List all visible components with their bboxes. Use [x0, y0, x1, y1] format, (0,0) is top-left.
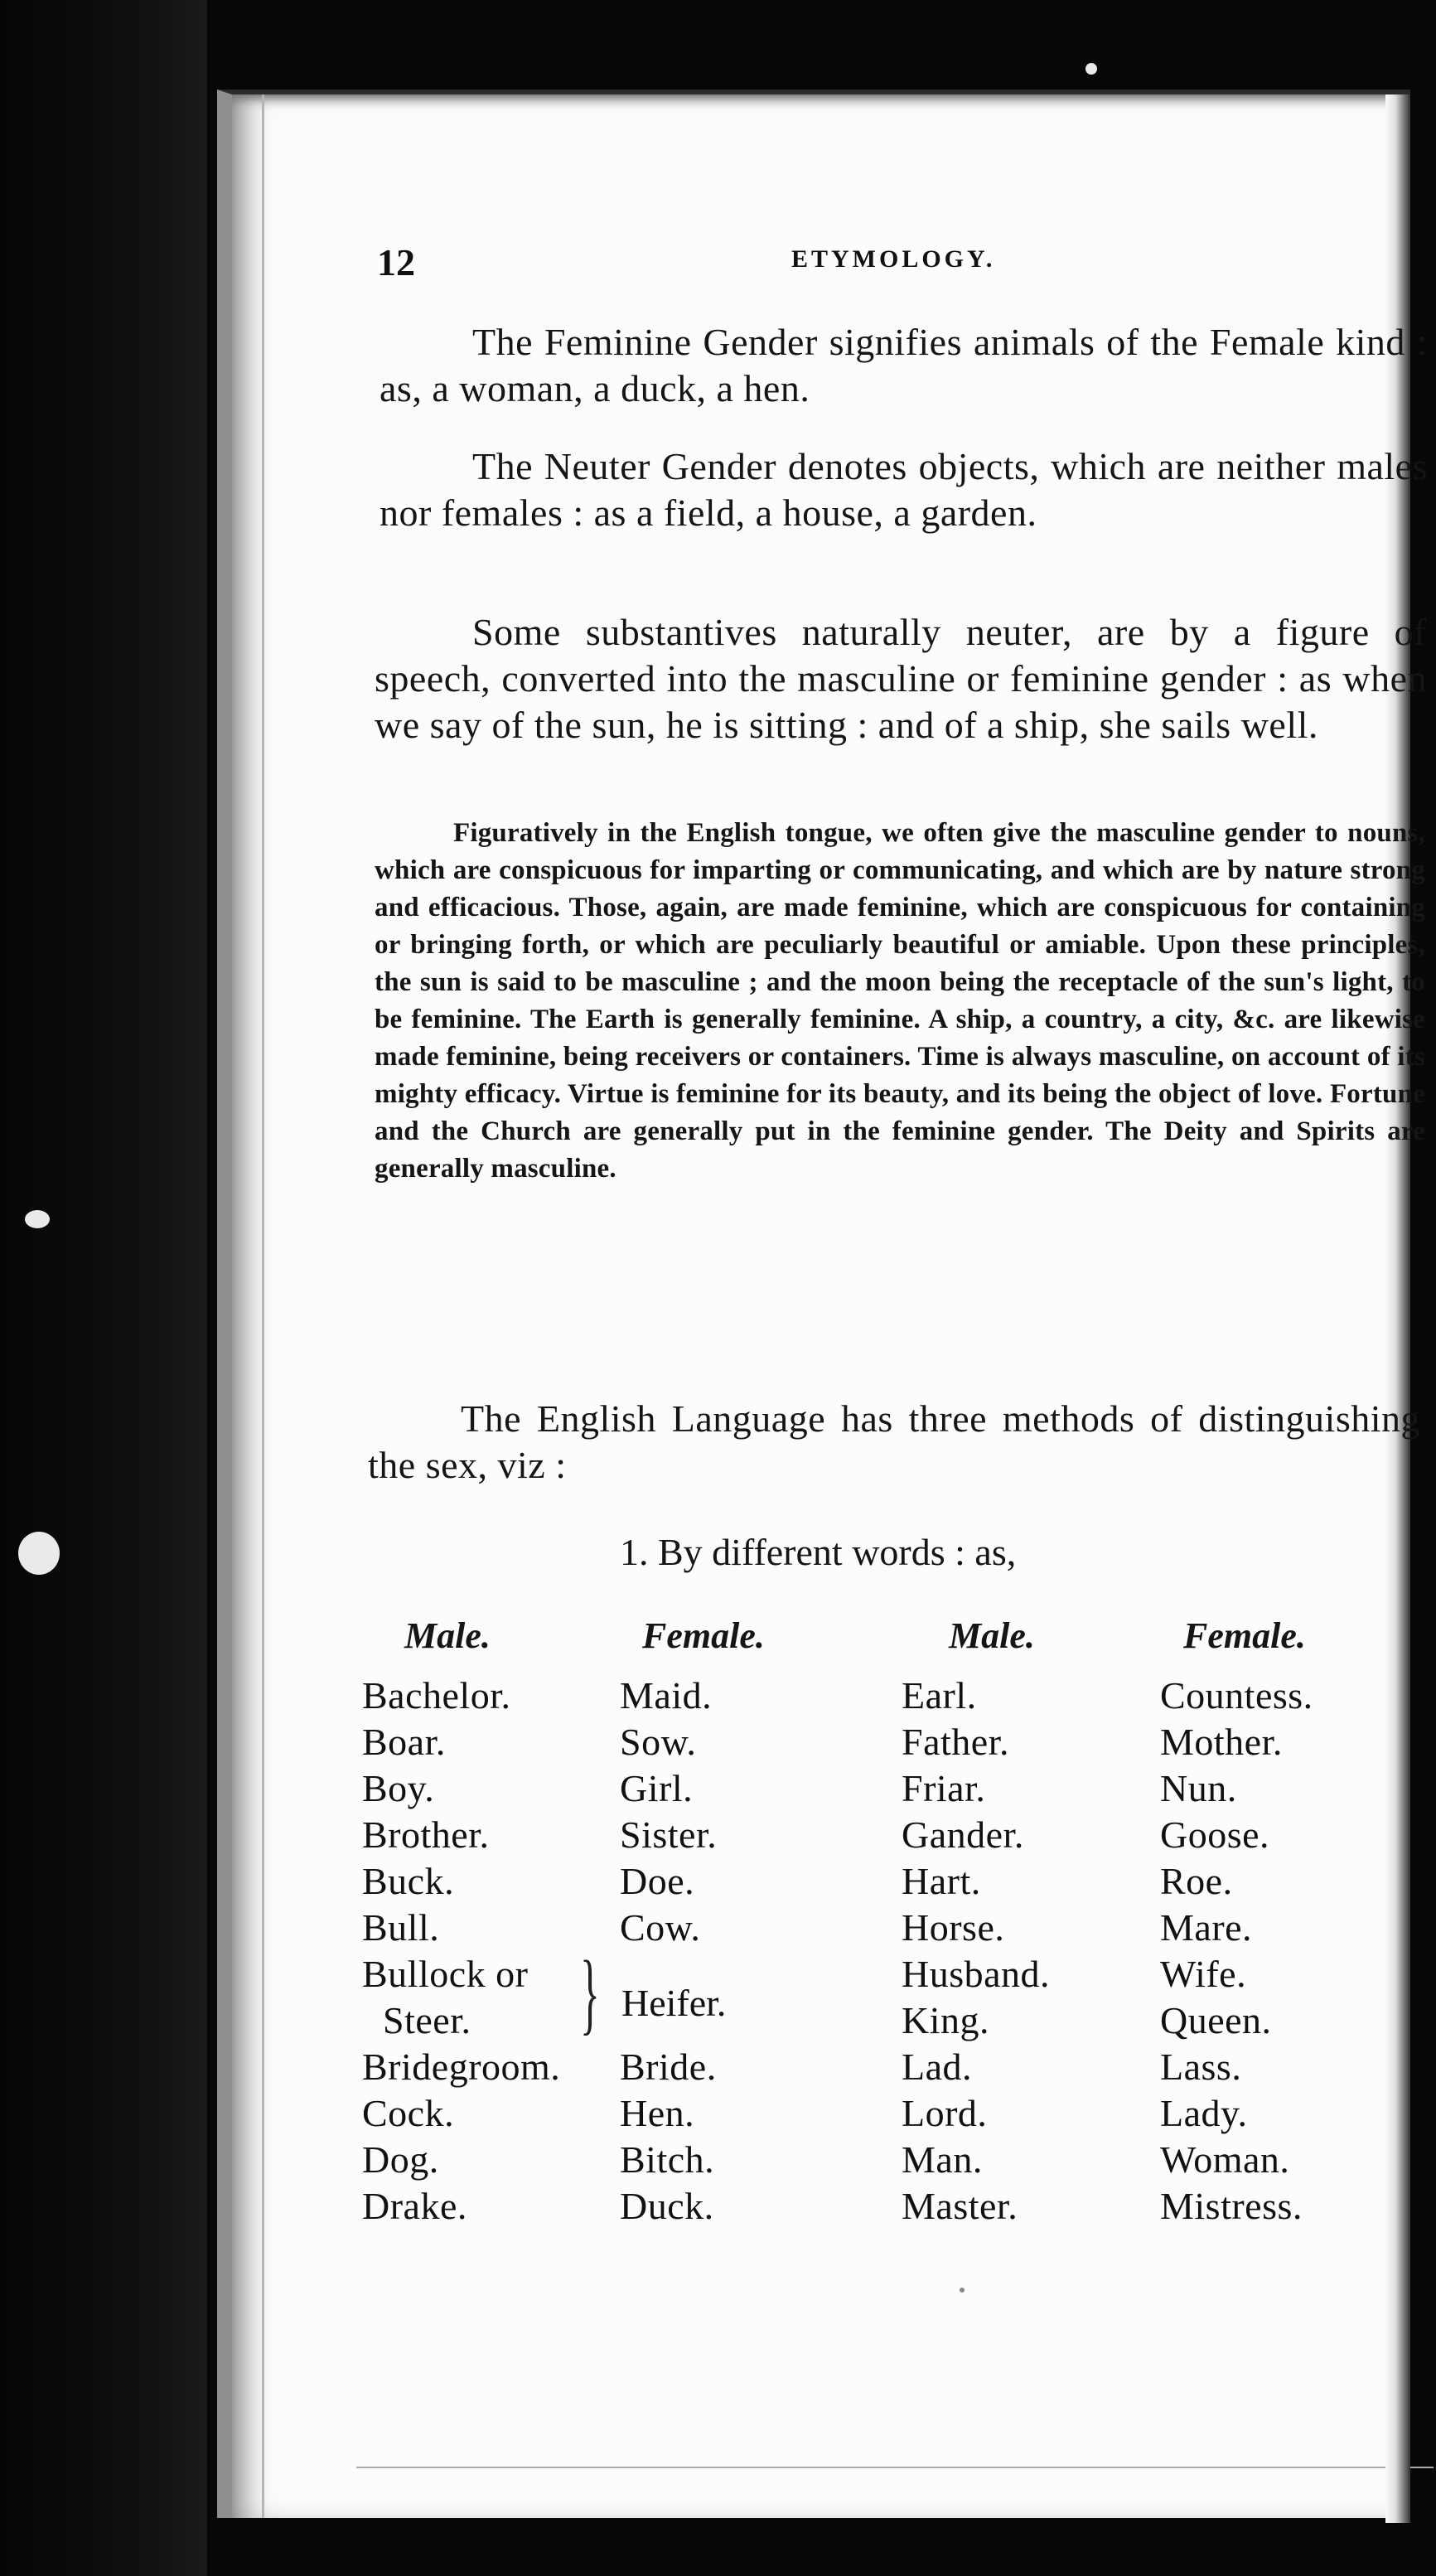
word-entry: Bridegroom. [362, 2046, 561, 2088]
word-entry: Lass. [1160, 2046, 1242, 2088]
word-entry: Duck. [620, 2185, 714, 2227]
word-entry: Maid. [620, 1674, 713, 1717]
neuter-gender-paragraph: The Neuter Gender denotes objects, which are neither males nor females : as a field, a house, a garden. [380, 445, 1428, 534]
word-entry: Woman. [1160, 2138, 1290, 2181]
word-entry: Husband. [902, 1953, 1051, 1995]
word-entry: Father. [902, 1721, 1009, 1763]
word-entry: Brother. [362, 1813, 490, 1856]
figurative-note-paragraph: Figuratively in the English tongue, we often give the masculine gender to nouns, which are conspicuous for imparting or communicating, and which are by nature strong and efficacious. Those, again, are made feminine, which are conspicuous for containing or bringing forth, or which are peculiarly beautiful or amiable. Upon these principles, the sun is said to be masculine ; and the moon being the receptacle of the sun's light, to be feminine. The Earth is generally feminine. A ship, a country, a city, &c. are likewise made feminine, being receivers or containers. Time is always masculine, on account of its mighty efficacy. Virtue is feminine for its beauty, and its being the object of love. Fortune and the Church are generally put in the feminine gender. The Deity and Spirits are generally masculine. [375, 818, 1425, 1184]
word-entry: Countess. [1160, 1674, 1313, 1717]
word-entry: Bull. [362, 1906, 440, 1949]
word-entry: Boar. [362, 1721, 446, 1763]
word-entry: Goose. [1160, 1813, 1270, 1856]
word-entry: Man. [902, 2138, 983, 2181]
word-entry: Hen. [620, 2092, 695, 2134]
scan-border-left [0, 0, 207, 2576]
scan-speck [25, 1210, 50, 1228]
word-entry: Roe. [1160, 1860, 1233, 1902]
word-entry: Earl. [902, 1674, 977, 1717]
page-edge [262, 94, 264, 2518]
word-entry: Master. [902, 2185, 1018, 2227]
word-entry-heifer: Heifer. [621, 1982, 727, 2024]
word-entry: Dog. [362, 2138, 439, 2181]
scan-speck [18, 1532, 60, 1575]
word-entry: Nun. [1160, 1767, 1237, 1809]
col-header-female-left: Female. [642, 1615, 765, 1656]
male-words-left [362, 1673, 560, 2230]
word-entry: Sow. [620, 1721, 697, 1763]
word-entry: Steer. [383, 1999, 471, 2041]
word-entry: Bitch. [620, 2138, 715, 2181]
scan-speck [1085, 63, 1097, 75]
female-words-left [620, 1673, 717, 2230]
word-entry: Lady. [1160, 2092, 1248, 2134]
word-entry: Wife. [1160, 1953, 1247, 1995]
word-entry: Doe. [620, 1860, 695, 1902]
word-entry: Queen. [1160, 1999, 1272, 2041]
ink-dot [960, 2288, 965, 2293]
col-header-male-left: Male. [404, 1615, 491, 1656]
word-entry: Bachelor. [362, 1674, 511, 1717]
word-entry: Mother. [1160, 1721, 1283, 1763]
word-entry: Girl. [620, 1767, 694, 1809]
word-entry: Sister. [620, 1813, 718, 1856]
word-entry: Hart. [902, 1860, 981, 1902]
word-entry: King. [902, 1999, 989, 2041]
word-entry: Gander. [902, 1813, 1024, 1856]
col-header-female-right: Female. [1183, 1615, 1306, 1656]
running-head: ETYMOLOGY. [791, 245, 996, 273]
figurative-gender-paragraph: Some substantives naturally neuter, are by a figure of speech, converted into the masculine or feminine gender : as when we say of the sun, he is sitting : and of a ship, she sails well. [375, 611, 1427, 746]
word-entry: Boy. [362, 1767, 435, 1809]
feminine-gender-paragraph: The Feminine Gender signifies animals of the Female kind : as, a woman, a duck, a hen. [380, 321, 1428, 409]
page-number: 12 [377, 241, 415, 283]
word-entry: Lad. [902, 2046, 973, 2088]
page-curl [356, 2467, 1434, 2518]
word-entry: Cock. [362, 2092, 455, 2134]
word-entry: Buck. [362, 1860, 455, 1902]
col-header-male-right: Male. [949, 1615, 1035, 1656]
word-entry: Bride. [620, 2046, 717, 2088]
male-words-right [902, 1673, 1050, 2230]
female-words-right [1160, 1673, 1313, 2230]
methods-paragraph: The English Language has three methods of distinguishing the sex, viz : [368, 1397, 1420, 1486]
method-1-heading: 1. By different words : as, [620, 1531, 1017, 1573]
page-header [377, 240, 1413, 282]
word-entry: Lord. [902, 2092, 988, 2134]
word-entry: Mistress. [1160, 2185, 1303, 2227]
word-entry: Horse. [902, 1906, 1005, 1949]
word-entry: Drake. [362, 2185, 467, 2227]
word-entry: Bullock or [362, 1953, 529, 1995]
word-entry: Cow. [620, 1906, 701, 1949]
word-entry: Friar. [902, 1767, 986, 1809]
word-entry: Mare. [1160, 1906, 1253, 1949]
brace-icon: } [580, 1942, 600, 2043]
